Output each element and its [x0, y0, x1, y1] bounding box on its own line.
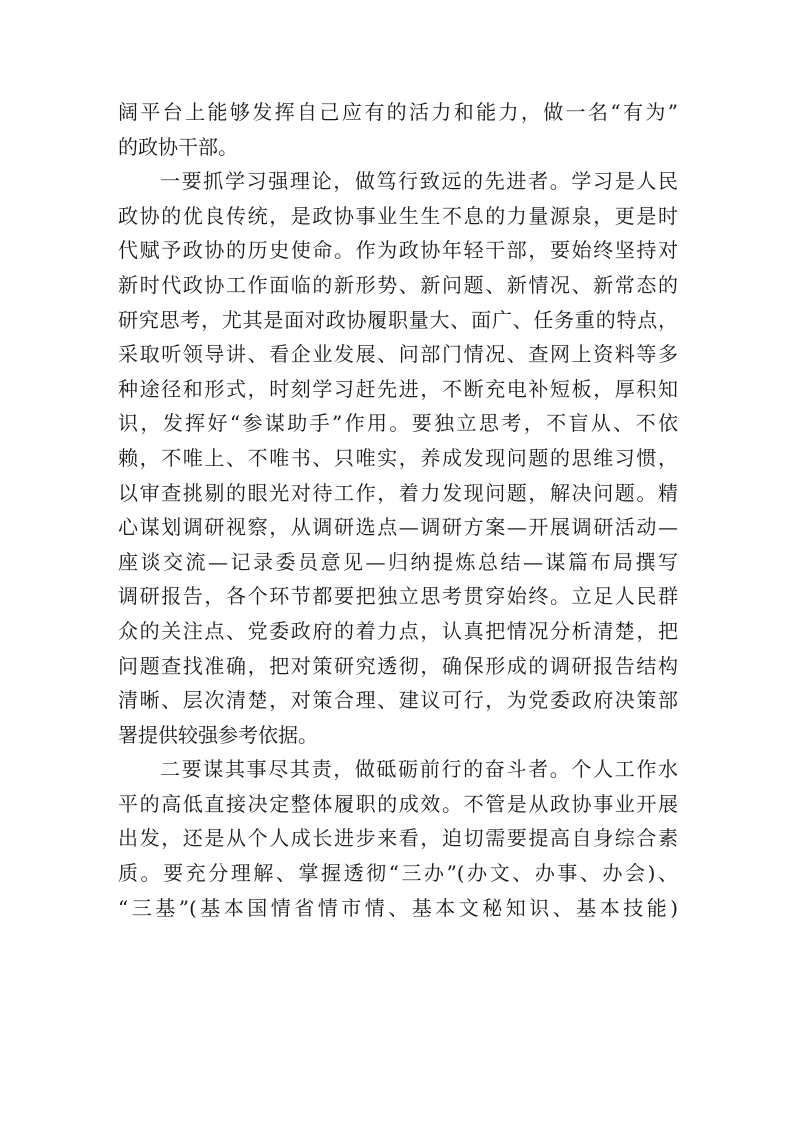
text-line: 心谋划调研视察，从调研选点—调研方案—开展调研活动—	[118, 515, 678, 540]
body-text	[118, 95, 678, 925]
paragraph-start-line: 二要谋其事尽其责，做砥砺前行的奋斗者。个人工作水	[160, 757, 678, 782]
text-line: 平的高低直接决定整体履职的成效。不管是从政协事业开展	[118, 791, 678, 816]
text-line: 座谈交流—记录委员意见—归纳提炼总结—谋篇布局撰写	[118, 549, 678, 574]
text-line: 出发，还是从个人成长进步来看，迫切需要提高自身综合素	[118, 826, 678, 851]
text-line: 新时代政协工作面临的新形势、新问题、新情况、新常态的	[118, 272, 678, 297]
text-line: 采取听领导讲、看企业发展、问部门情况、查网上资料等多	[118, 342, 678, 367]
text-line: 政协的优良传统，是政协事业生生不息的力量源泉，更是时	[118, 203, 678, 228]
text-line: 识，发挥好“参谋助手”作用。要独立思考，不盲从、不依	[118, 411, 678, 436]
text-line: 众的关注点、党委政府的着力点，认真把情况分析清楚，把	[118, 618, 678, 643]
text-line: 的政协干部。	[118, 134, 238, 159]
text-line: 质。要充分理解、掌握透彻“三办”(办文、办事、办会)、	[118, 861, 678, 886]
text-line: 研究思考，尤其是面对政协履职量大、面广、任务重的特点，	[118, 307, 678, 332]
text-line: 清晰、层次清楚，对策合理、建议可行，为党委政府决策部	[118, 688, 678, 713]
paragraph-start-line: 一要抓学习强理论，做笃行致远的先进者。学习是人民	[160, 169, 678, 194]
text-line: 问题查找准确，把对策研究透彻，确保形成的调研报告结构	[118, 653, 678, 678]
text-line: 调研报告，各个环节都要把独立思考贯穿始终。立足人民群	[118, 584, 678, 609]
text-line: 署提供较强参考依据。	[118, 722, 318, 747]
text-line: “三基”(基本国情省情市情、基本文秘知识、基本技能)	[118, 895, 678, 920]
text-line: 以审查挑剔的眼光对待工作，着力发现问题，解决问题。精	[118, 480, 678, 505]
text-line: 赖，不唯上、不唯书、只唯实，养成发现问题的思维习惯，	[118, 445, 678, 470]
text-line: 代赋予政协的历史使命。作为政协年轻干部，要始终坚持对	[118, 238, 678, 263]
text-line: 种途径和形式，时刻学习赶先进，不断充电补短板，厚积知	[118, 376, 678, 401]
text-line: 阔平台上能够发挥自己应有的活力和能力，做一名“有为”	[118, 100, 678, 124]
